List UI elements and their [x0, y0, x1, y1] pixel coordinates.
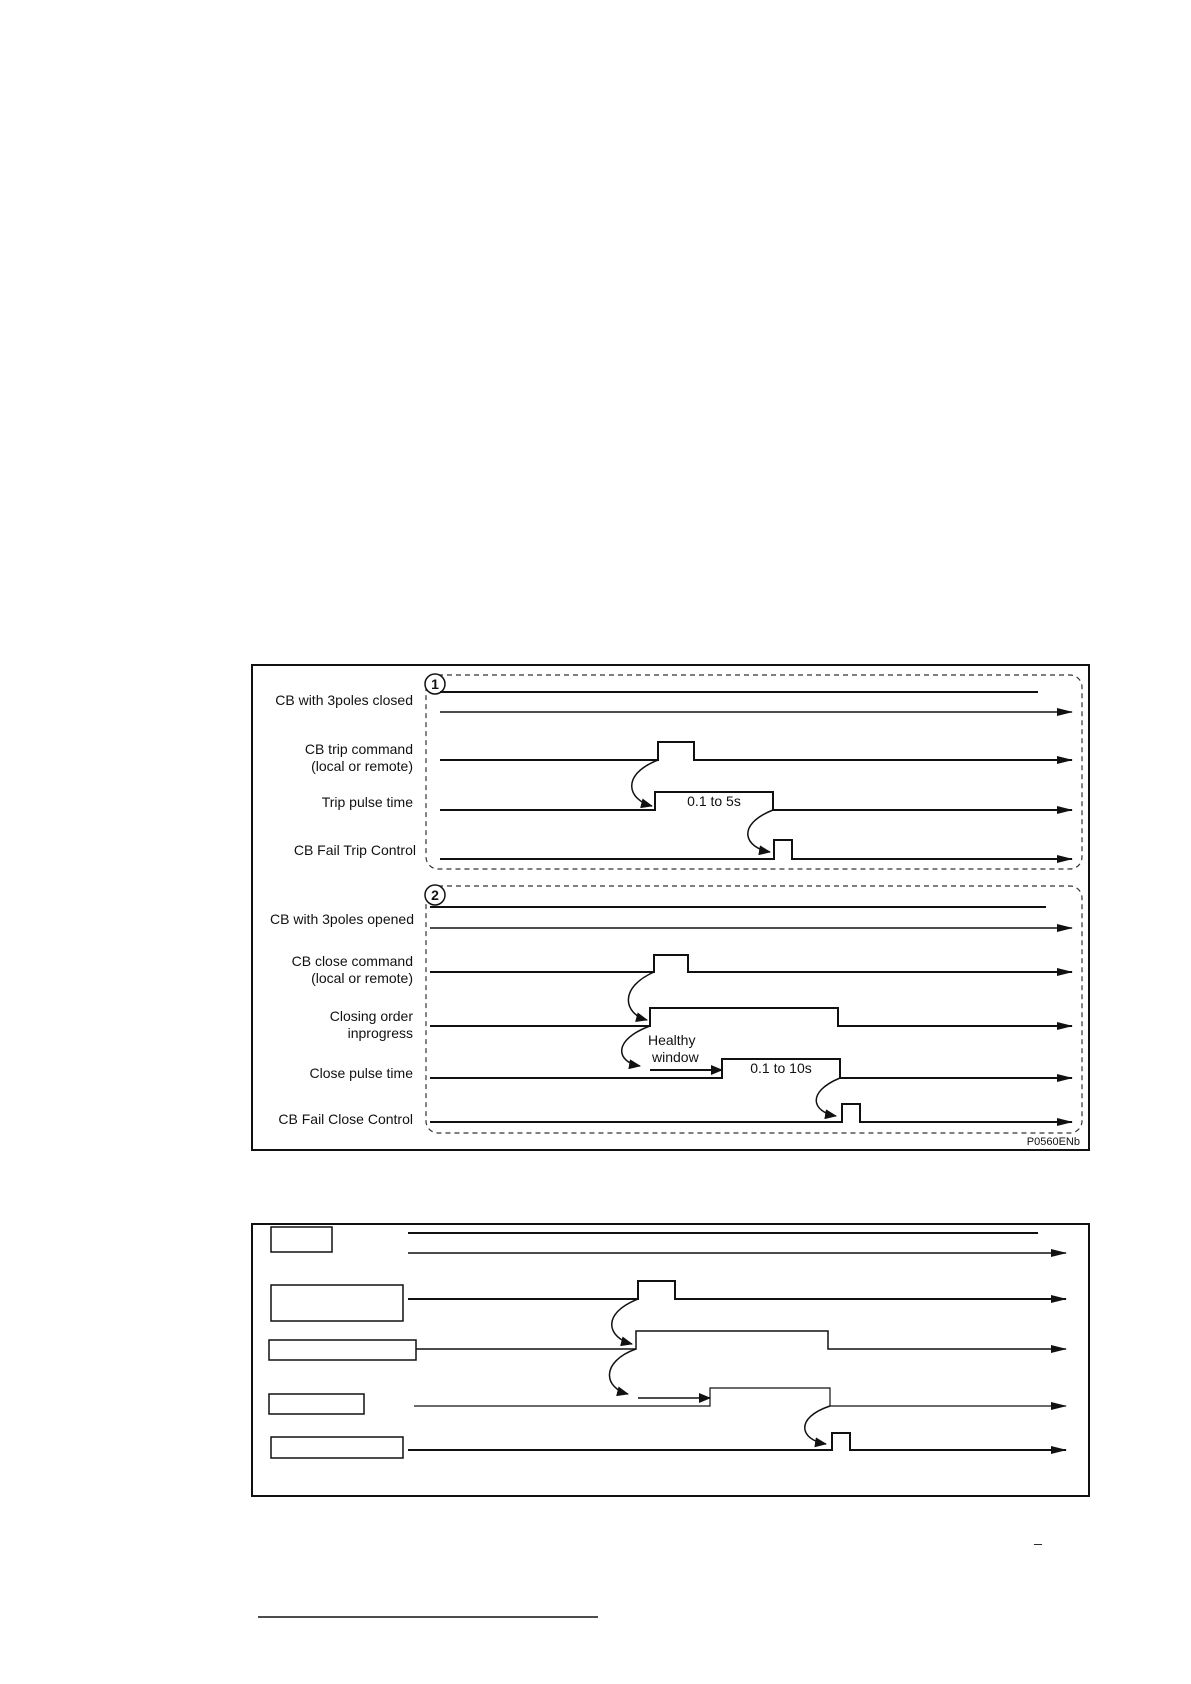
label-poles-opened: CB with 3poles opened	[270, 911, 414, 927]
label-fail-close: CB Fail Close Control	[278, 1111, 413, 1127]
section-1-dashed-box	[426, 675, 1082, 869]
trip-pulse-to-fail-arrow	[748, 810, 773, 852]
fail-trip-waveform	[440, 840, 1072, 859]
template-label-box-5	[271, 1437, 403, 1458]
section-1-badge-number: 1	[431, 676, 439, 692]
template-label-box-1	[271, 1227, 332, 1252]
template-label-box-2	[271, 1285, 403, 1321]
section-1-trip	[275, 674, 1082, 869]
template-waveform-3	[416, 1331, 1066, 1349]
close-pulse-to-fail-arrow	[816, 1078, 840, 1116]
close-pulse-range-label: 0.1 to 10s	[750, 1060, 812, 1076]
template-curve-arrow-1	[612, 1299, 638, 1344]
order-to-healthy-window-arrow	[622, 1026, 650, 1066]
figure-code: P0560ENb	[1026, 1136, 1080, 1148]
label-close-command-1: CB close command	[291, 953, 413, 969]
template-waveform-5	[408, 1433, 1066, 1450]
trip-command-waveform	[440, 742, 1072, 760]
closing-order-waveform	[430, 1008, 1072, 1026]
label-poles-closed: CB with 3poles closed	[275, 692, 413, 708]
template-waveform-2	[408, 1281, 1066, 1299]
footer-mark: _	[1034, 1529, 1042, 1545]
blank-template-figure	[252, 1224, 1089, 1496]
section-2-dashed-box	[426, 886, 1082, 1133]
healthy-window-label-1: Healthy	[648, 1032, 696, 1048]
trip-pulse-waveform	[440, 792, 1072, 810]
section-2-close	[270, 885, 1082, 1133]
label-trip-command-1: CB trip command	[304, 741, 413, 757]
section-2-badge-number: 2	[431, 887, 439, 903]
label-trip-pulse: Trip pulse time	[321, 794, 413, 810]
label-fail-trip: CB Fail Trip Control	[293, 842, 416, 858]
template-waveform-4	[414, 1388, 1066, 1406]
template-curve-arrow-3	[805, 1406, 830, 1444]
label-close-pulse: Close pulse time	[309, 1065, 413, 1081]
timing-diagram-figure	[252, 665, 1089, 1150]
label-close-command-2: (local or remote)	[311, 970, 413, 986]
healthy-window-label-2: window	[652, 1049, 699, 1065]
template-curve-arrow-2	[609, 1349, 636, 1394]
label-trip-command-2: (local or remote)	[311, 758, 413, 774]
trip-pulse-range-label: 0.1 to 5s	[687, 793, 741, 809]
fail-close-waveform	[430, 1104, 1072, 1122]
template-label-box-3	[269, 1340, 416, 1360]
label-closing-order-2: inprogress	[347, 1025, 413, 1041]
template-label-box-4	[269, 1394, 364, 1414]
close-command-waveform	[430, 955, 1072, 972]
label-closing-order-1: Closing order	[329, 1008, 413, 1024]
